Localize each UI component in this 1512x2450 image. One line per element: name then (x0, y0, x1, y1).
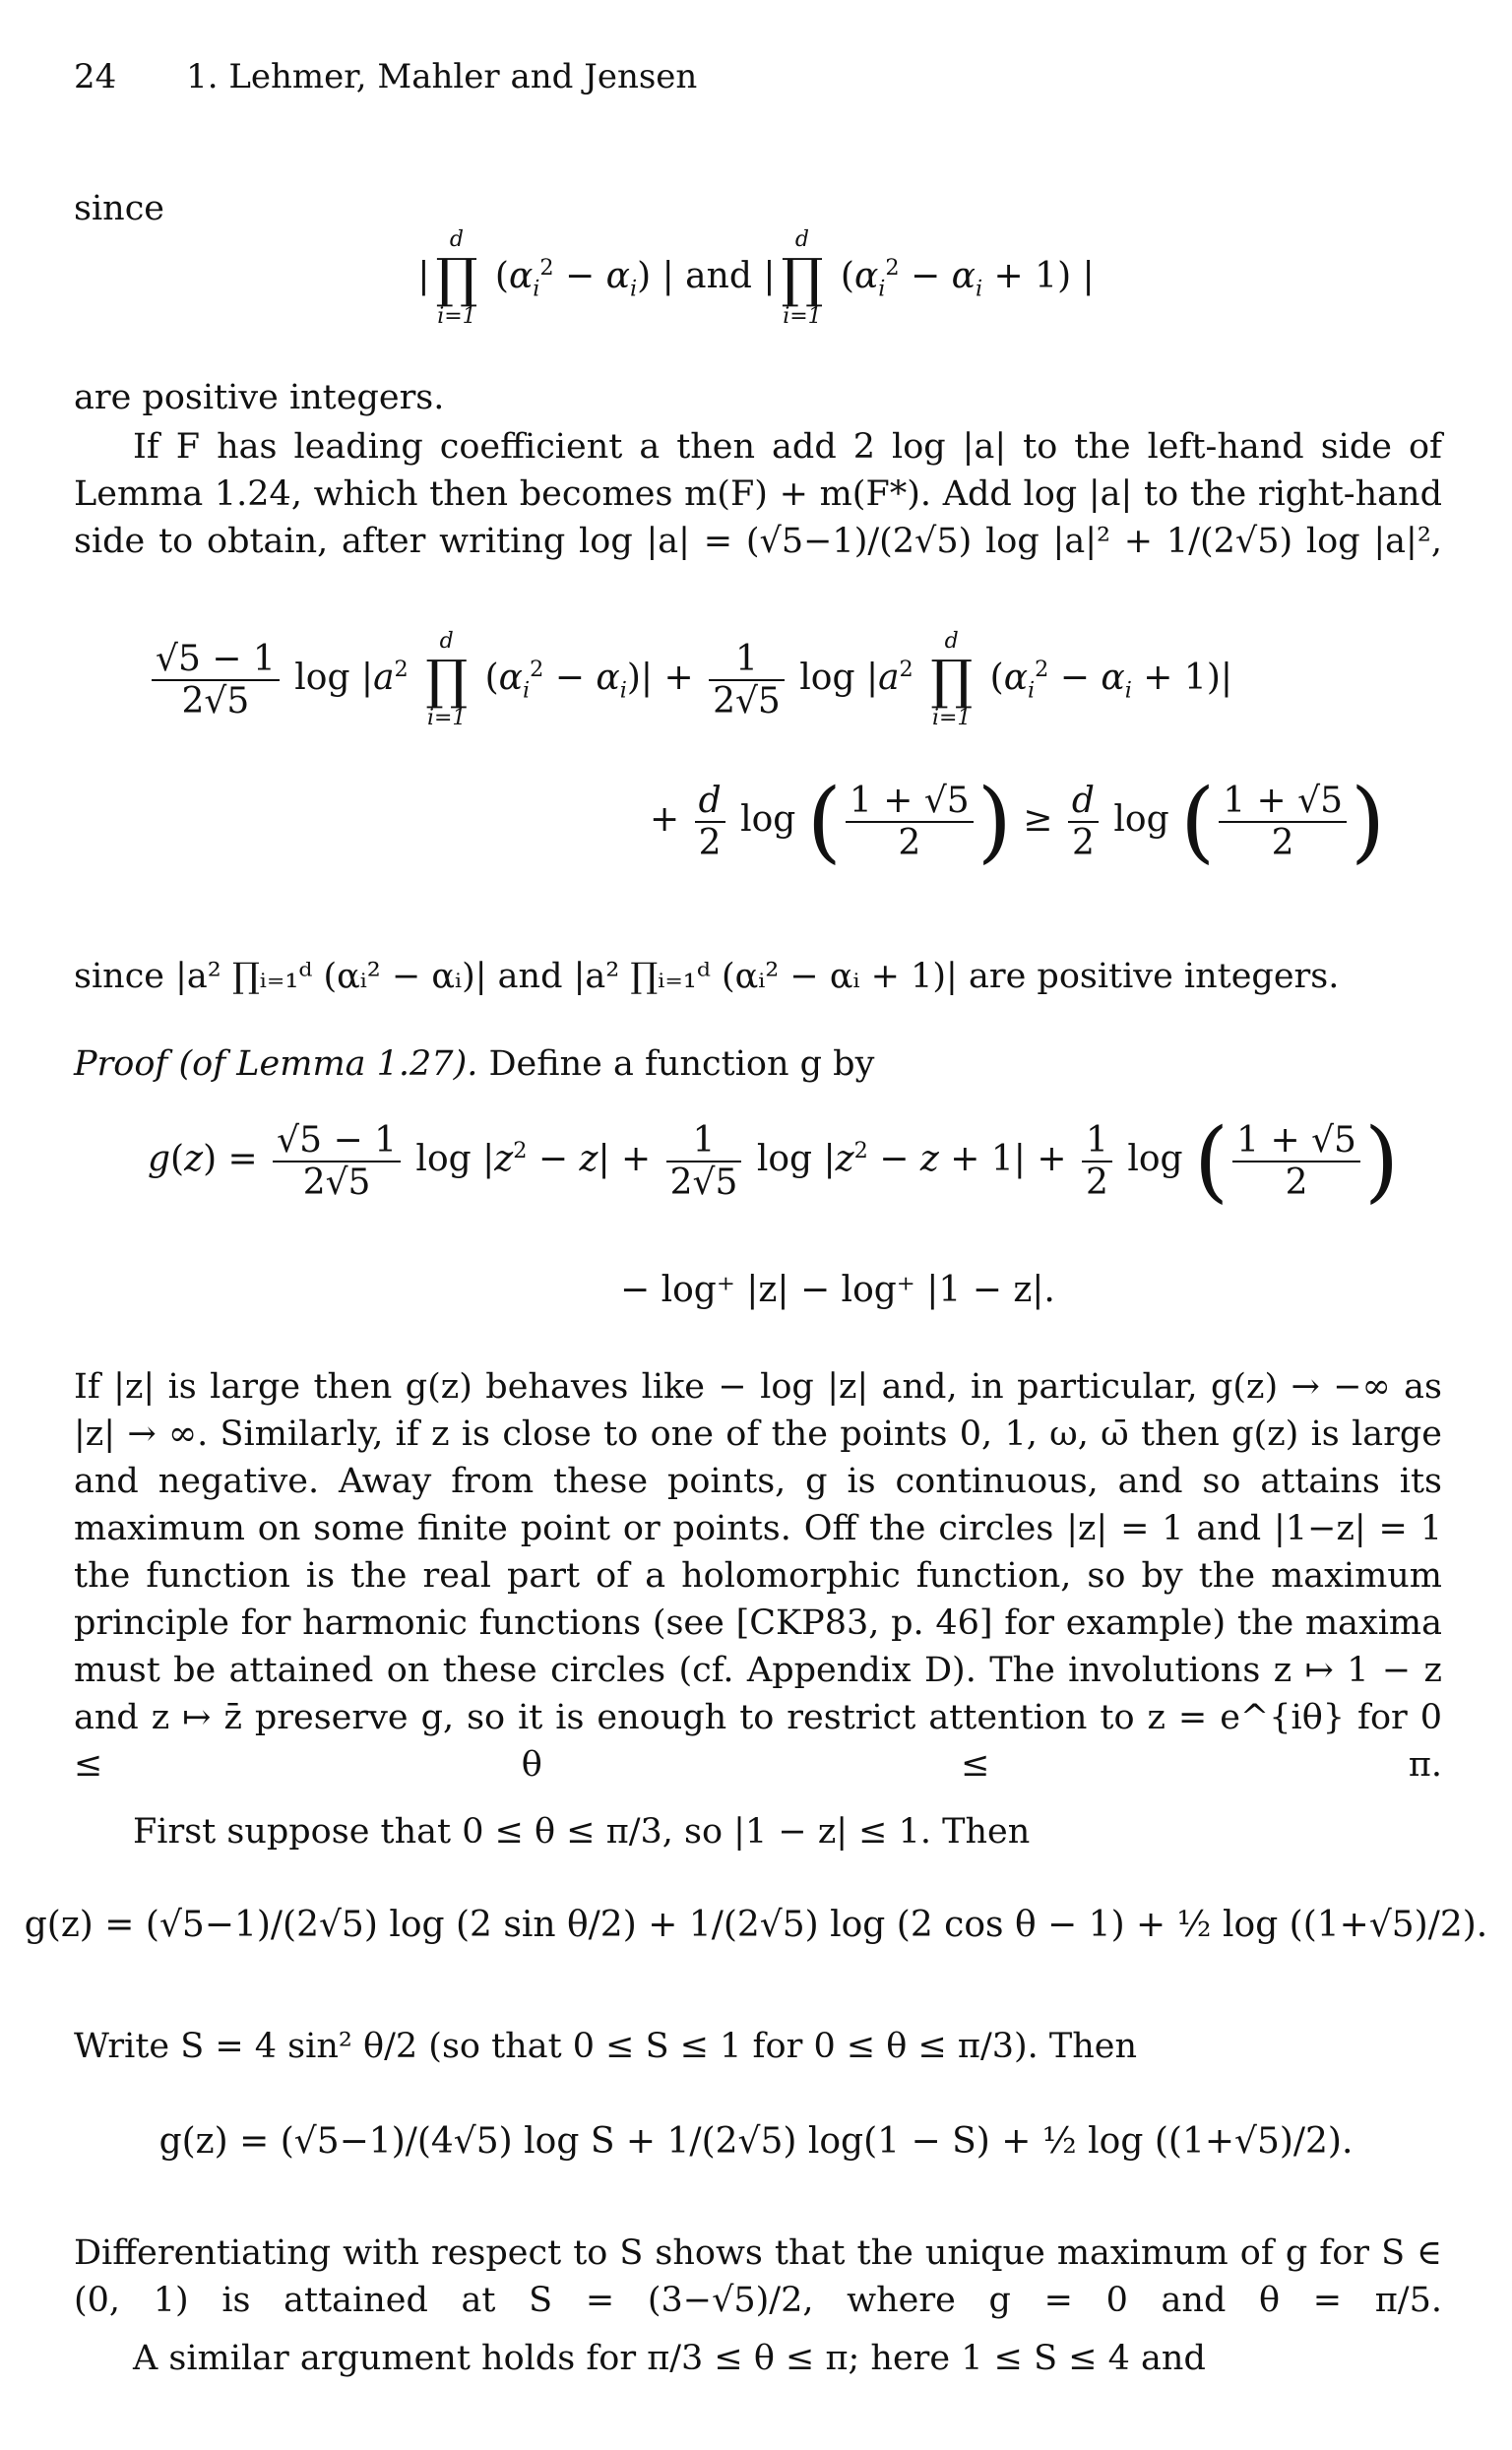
equation-and: and (685, 256, 752, 297)
running-header (74, 57, 697, 96)
paragraph-leading-coefficient: If F has leading coefficient a then add 2 log |a| to the left-hand side of Lemma 1.24, which then becomes m(F) + m(F*). Add log |a| to the right-hand side to obtain, after writing log |a| = (√5−1)/(2√5) log |a|² + 1/(2√5) log |a|², (74, 427, 1442, 561)
equation-inequality-line2: + $\frac{d}{2}$ log ( $\frac{1 + √5}{2}$ ) ≥ $\frac{d}{2}$ log ( $\frac{1 + √5}{2}$ ) (650, 770, 1386, 873)
equation-g-definition: g(z) = $\frac{√5 - 1}{2√5}$ $\log |z^2 - z|$ + $\frac{1}{2√5}$ $\log |z^2 - z + 1|$ + $\frac{1}{2}$ log ( $\frac{1 + √5}{2}$ ) (148, 1109, 1400, 1213)
proof-line (74, 1040, 1442, 1088)
proof-heading: Proof (of Lemma 1.27). (74, 1044, 478, 1084)
proof-intro: Define a function g by (488, 1044, 875, 1084)
equation-inequality-line1: $\frac{√5 - 1}{2√5}$ $\log |a^2$ d ∏ i=1 $(\alpha_i^2 - \alpha_i)|$ + $\frac{1}{2√5}$ $\log |a^2$ d ∏ i=1 $(\alpha_i^2 - \alpha_i + 1)|$ (148, 630, 1232, 730)
equation-g-definition-line2: − log⁺ |z| − log⁺ |1 − z|. (620, 1270, 1055, 1310)
equation-g-s: g(z) = (√5−1)/(4√5) log S + 1/(2√5) log(1 − S) + ½ log ((1+√5)/2). (158, 2121, 1354, 2162)
text-positive-integers: are positive integers. (74, 378, 445, 417)
chapter-title: 1. Lehmer, Mahler and Jensen (186, 57, 698, 96)
text-write-s: Write S = 4 sin² θ/2 (so that 0 ≤ S ≤ 1 for 0 ≤ θ ≤ π/3). Then (74, 2027, 1138, 2066)
paragraph-behaviour: If |z| is large then g(z) behaves like − log |z| and, in particular, g(z) → −∞ as |z| → ∞. Similarly, if z is close to one of the points 0, 1, ω, ω̄ then g(z) is large and negative. Away from these points, g is continuous, and so attains its maximum on some finite point or points. Off the circles |z| = 1 and |1−z| = 1 the function is the real part of a holomorphic function, so by the maximum principle for harmonic functions (see [CKP83, p. 46] for example) the maxima must be attained on these circles (cf. Appendix D). The involutions z ↦ 1 − z and z ↦ z̄ preserve g, so it is enough to restrict attention to z = e^{iθ} for 0 ≤ θ ≤ π. (74, 1367, 1442, 1785)
equation-g-sin: g(z) = (√5−1)/(2√5) log (2 sin θ/2) + 1/(2√5) log (2 cos θ − 1) + ½ log ((1+√5)/2). (24, 1905, 1488, 1945)
text-first-suppose: First suppose that 0 ≤ θ ≤ π/3, so |1 − z| ≤ 1. Then (133, 1812, 1031, 1852)
equation-products: | d ∏ i=1 $(\alpha_i^2 - \alpha_i)$ | and | d ∏ i=1 $(\alpha_i^2 - \alpha_i + 1)$ | (417, 227, 1095, 330)
page-number: 24 (74, 57, 117, 96)
text-similar-argument: A similar argument holds for π/3 ≤ θ ≤ π; here 1 ≤ S ≤ 4 and (133, 2339, 1206, 2378)
paragraph-differentiating: Differentiating with respect to S shows that the unique maximum of g for S ∈ (0, 1) is attained at S = (3−√5)/2, where g = 0 and θ = π/5. (74, 2233, 1442, 2320)
text-since-positive: since |a² ∏ᵢ₌₁ᵈ (αᵢ² − αᵢ)| and |a² ∏ᵢ₌₁ᵈ (αᵢ² − αᵢ + 1)| are positive integers. (74, 957, 1340, 996)
text-since: since (74, 189, 165, 228)
